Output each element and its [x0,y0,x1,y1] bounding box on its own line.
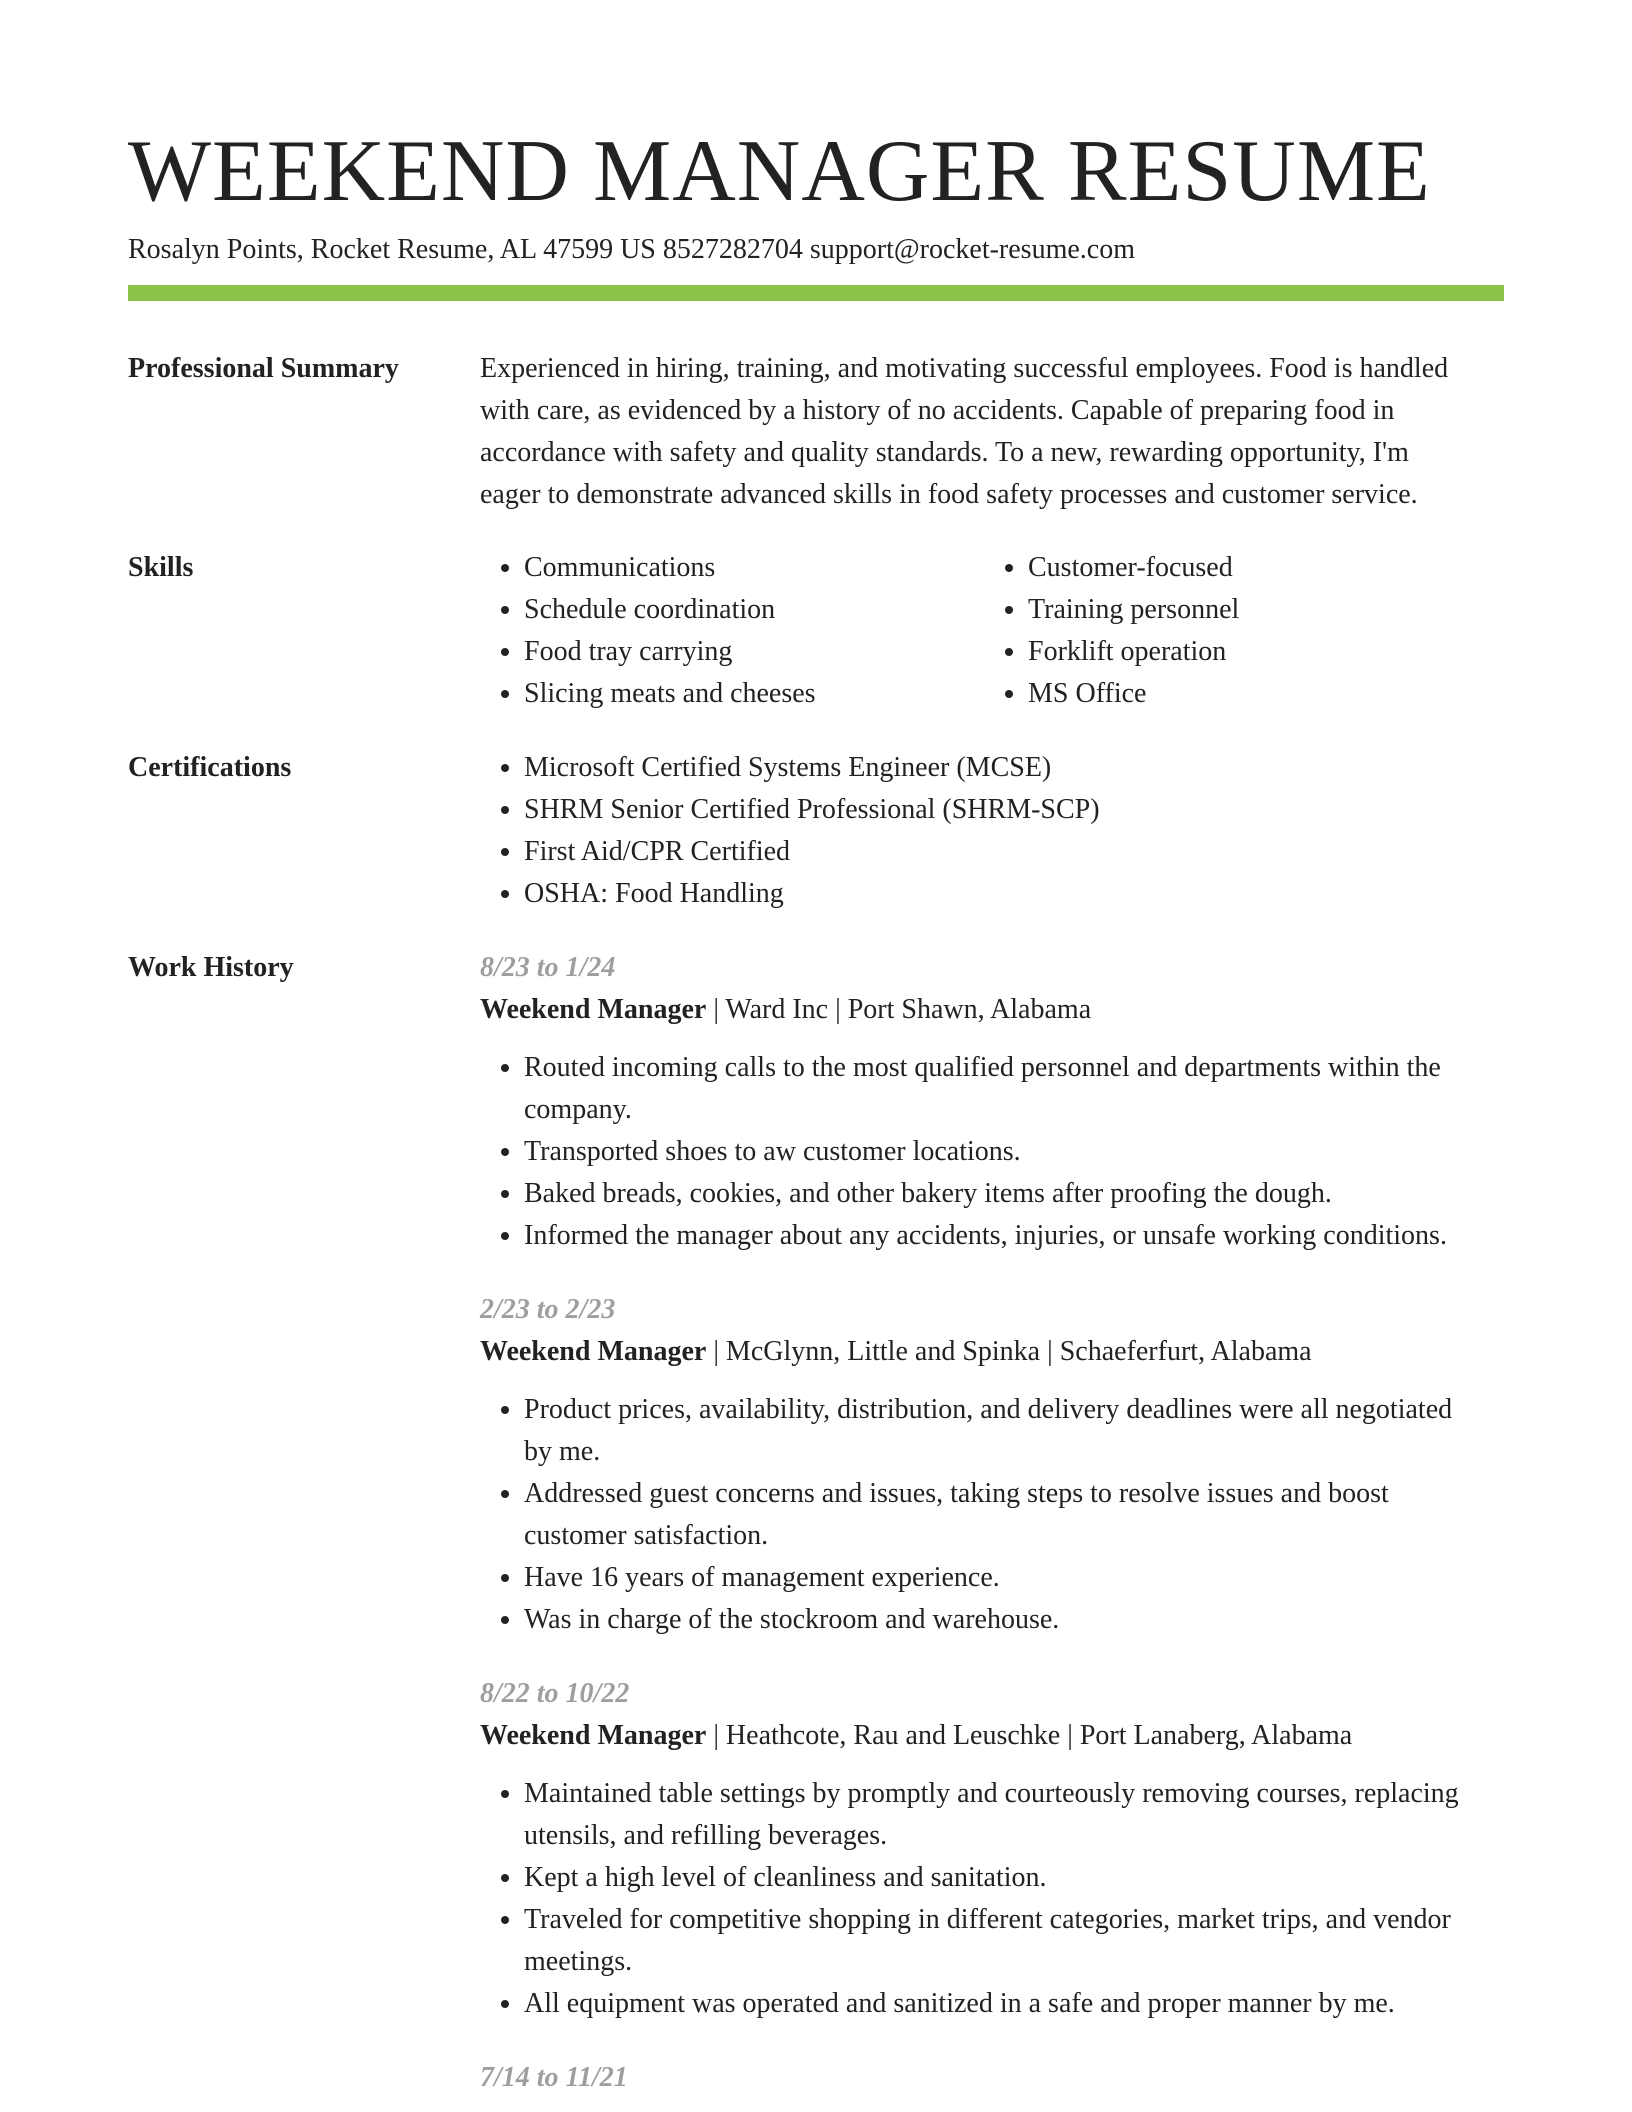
skill-item: • Food tray carrying [524,631,984,673]
duty-line: Addressed guest concerns and issues, taking steps to resolve issues and boost [524,1478,1389,1509]
contact-line: Rosalyn Points, Rocket Resume, AL 47599 US 8527282704 support@rocket-resume.com [128,234,1135,265]
skills-content [480,547,1504,715]
summary-line: Experienced in hiring, training, and motivating successful employees. Food is handled [480,353,1449,384]
duty-line: customer satisfaction. [524,1520,769,1551]
job-duty [524,1047,1504,1131]
job-duty [524,1899,1504,1983]
duty-line: company. [524,1094,632,1125]
certification-item: • First Aid/CPR Certified [524,831,1504,873]
job-title: Weekend Manager [480,1720,707,1751]
skill-item: • Training personnel [1028,589,1488,631]
accent-divider [128,285,1504,301]
skill-item: • Schedule coordination [524,589,984,631]
certifications-content [480,747,1504,915]
job-entry [480,1289,1504,1641]
summary-line: eager to demonstrate advanced skills in food safety processes and customer service. [480,479,1418,510]
certification-item: • Microsoft Certified Systems Engineer (MCSE) [524,747,1504,789]
skills-column-left [480,547,984,715]
skills-column-right [984,547,1488,715]
skill-item: • MS Office [1028,673,1488,715]
job-duties-list [480,1047,1504,1257]
job-dates: 8/23 to 1/24 [480,952,616,983]
duty-line: meetings. [524,1946,633,1977]
job-duties-list [480,1773,1504,2025]
duty-line: Maintained table settings by promptly and courteously removing courses, replacing [524,1778,1459,1809]
job-duty: • Kept a high level of cleanliness and sanitation. [524,1857,1504,1899]
certifications-list [480,747,1504,915]
skill-item: • Forklift operation [1028,631,1488,673]
job-company-location: | Heathcote, Rau and Leuschke | Port Lanaberg, Alabama [706,1720,1353,1751]
certification-item: • OSHA: Food Handling [524,873,1504,915]
job-company-location: | McGlynn, Little and Spinka | Schaeferfurt, Alabama [706,1336,1312,1367]
job-duty: • All equipment was operated and sanitized in a safe and proper manner by me. [524,1983,1504,2025]
section-label-summary: Professional Summary [128,353,399,384]
job-heading [480,1331,1504,1373]
job-duty: • Have 16 years of management experience. [524,1557,1504,1599]
skill-item: • Communications [524,547,984,589]
job-duty [524,1473,1504,1557]
duty-line: utensils, and refilling beverages. [524,1820,888,1851]
skills-list [984,547,1488,715]
duty-line: Routed incoming calls to the most qualified personnel and departments within the [524,1052,1441,1083]
summary-line: accordance with safety and quality standards. To a new, rewarding opportunity, I'm [480,437,1409,468]
job-duty: • Informed the manager about any accidents, injuries, or unsafe working conditions. [524,1215,1504,1257]
job-entry [480,947,1504,1257]
section-label-work-history: Work History [128,952,294,983]
skills-list [480,547,984,715]
job-duty [524,1773,1504,1857]
summary-line: with care, as evidenced by a history of no accidents. Capable of preparing food in [480,395,1395,426]
duty-line: Traveled for competitive shopping in different categories, market trips, and vendor [524,1904,1451,1935]
duty-line: Product prices, availability, distribution, and delivery deadlines were all negotiated [524,1394,1453,1425]
job-duty: • Transported shoes to aw customer locations. [524,1131,1504,1173]
job-entry [480,2057,1504,2099]
resume-title: WEEKEND MANAGER RESUME [128,123,1431,220]
job-entry [480,1673,1504,2025]
certification-item: • SHRM Senior Certified Professional (SHRM-SCP) [524,789,1504,831]
job-title: Weekend Manager [480,1336,707,1367]
skill-item: • Slicing meats and cheeses [524,673,984,715]
job-dates: 2/23 to 2/23 [480,1294,616,1325]
duty-line: by me. [524,1436,601,1467]
section-label-skills: Skills [128,552,194,583]
job-heading [480,989,1504,1031]
skill-item: • Customer-focused [1028,547,1488,589]
job-dates: 8/22 to 10/22 [480,1678,630,1709]
job-duty [524,1389,1504,1473]
job-duty: • Baked breads, cookies, and other bakery items after proofing the dough. [524,1173,1504,1215]
job-duty: • Was in charge of the stockroom and warehouse. [524,1599,1504,1641]
job-dates: 7/14 to 11/21 [480,2062,628,2093]
summary-content [480,348,1504,516]
job-heading [480,1715,1504,1757]
job-title: Weekend Manager [480,994,707,1025]
job-company-location: | Ward Inc | Port Shawn, Alabama [706,994,1092,1025]
job-duties-list [480,1389,1504,1641]
section-label-certifications: Certifications [128,752,292,783]
